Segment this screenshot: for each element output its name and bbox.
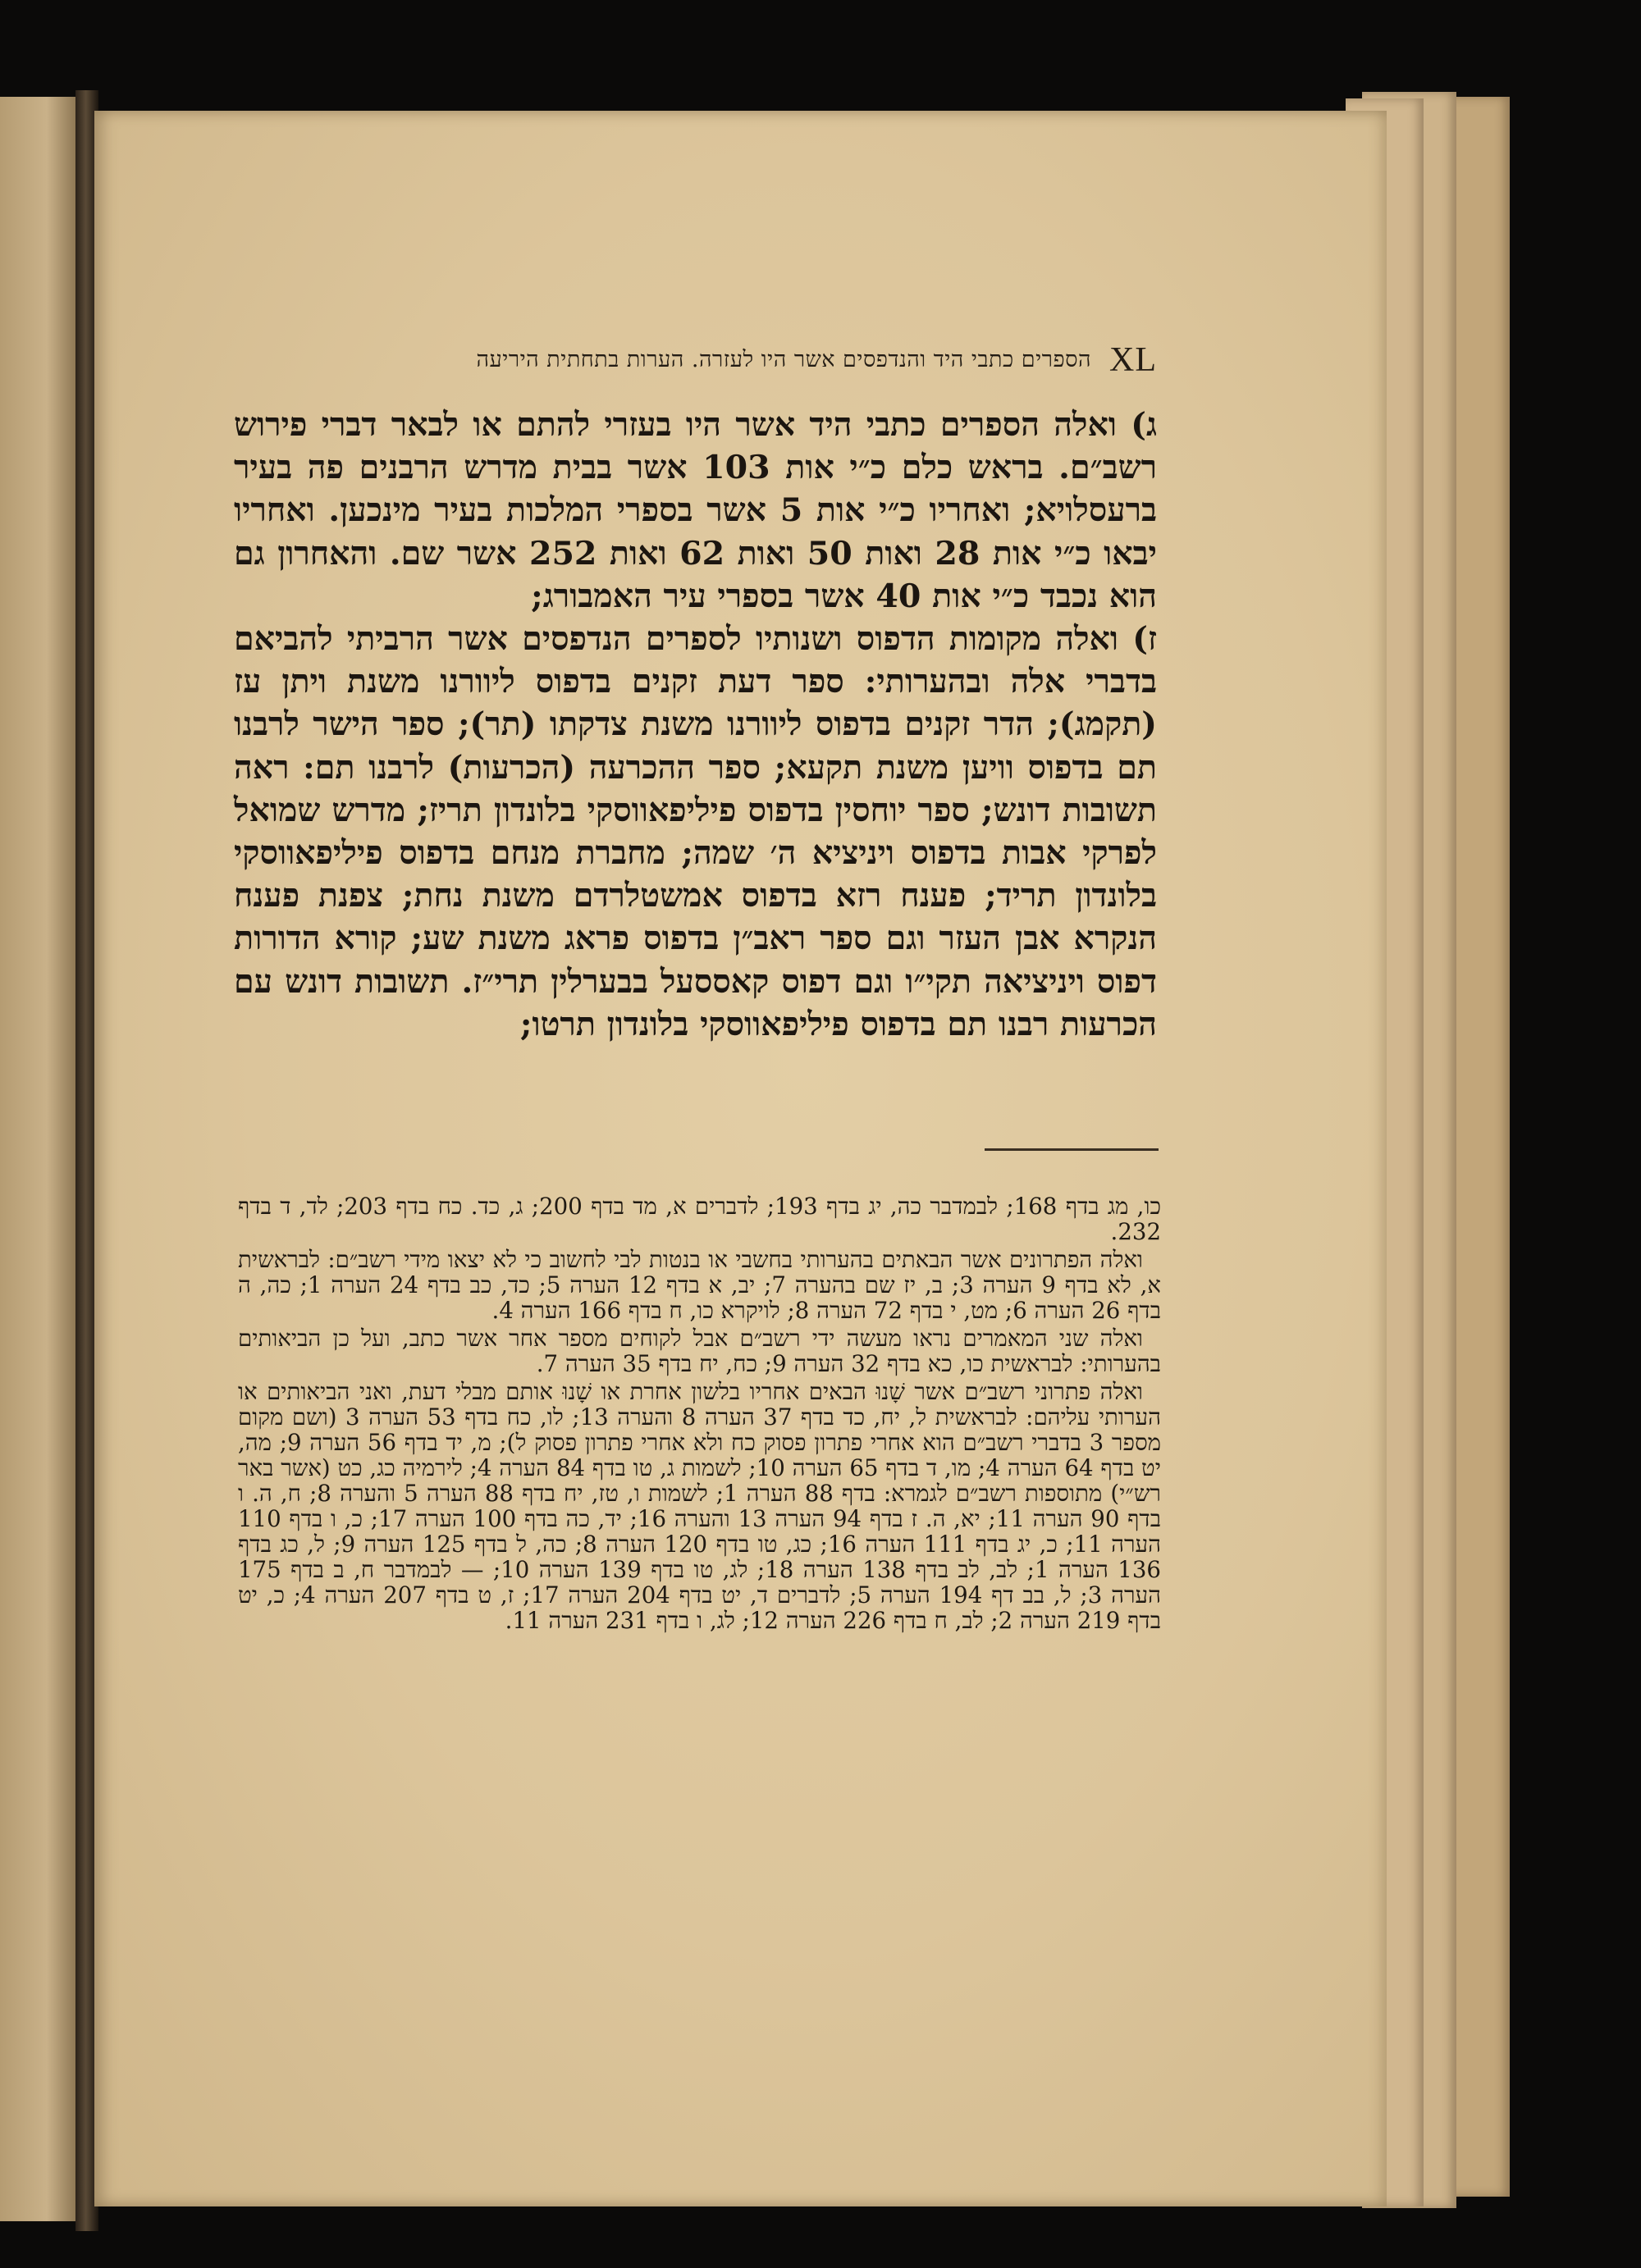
footnote-rule (985, 1148, 1159, 1151)
main-text (234, 404, 1157, 1046)
footnote: ואלה שני המאמרים נראו מעשה ידי רשב״ם אבל לקוחים מספר אחר אשר כתב, ועל כן הביאותים בהערותי: לבראשית כו, כא בדף 32 הערה 9; כח, יח בדף 35 הערה 7. (238, 1325, 1161, 1377)
footnotes (238, 1193, 1161, 1636)
page-header (291, 340, 1157, 381)
left-page-edge (0, 97, 78, 2221)
footnote: ואלה פתרוני רשב״ם אשר שָׁנוּ הבאים אחריו בלשון אחרת או שָׁנוּ אותם מבלי דעת, ואני הביאותים או הערותי עליהם: לבראשית ל, יח, כד בדף 37 הערה 8 והערה 13; לו, כח בדף 53 הערה 3 (ושם מקום מספר 3 בדברי רשב״ם הוא אחרי פתרון פסוק כח ולא אחרי פתרון פסוק ל); מ, יד בדף 56 הערה 9; מה, יט בדף 64 הערה 4; מו, ד בדף 65 הערה 10; לשמות ג, טו בדף 84 הערה 4; לירמיה כג, כט (אשר באר רש״י) מתוספות רשב״ם לגמרא: בדף 88 הערה 1; לשמות ו, טז, יח בדף 88 הערה 5 והערה 8; ח, ה. ו בדף 90 הערה 11; יא, ה. ז בדף 94 הערה 13 והערה 16; יד, כה בדף 100 הערה 17; כ, ו בדף 110 הערה 11; כ, יג בדף 111 הערה 16; כג, טו בדף 120 הערה 8; כה, ל בדף 125 הערה 9; ל, כג בדף 136 הערה 1; לב, לב בדף 138 הערה 18; לג, טו בדף 139 הערה 10; — לבמדבר ח, ב בדף 175 הערה 3; ל, בב דף 194 הערה 5; לדברים ד, יט בדף 204 הערה 17; ז, ט בדף 207 הערה 4; כ, יט בדף 219 הערה 2; לב, ח בדף 226 הערה 12; לג, ו בדף 231 הערה 11. (238, 1378, 1161, 1634)
running-title: הספרים כתבי היד והנדפסים אשר היו לעזרה. הערות בתחתית היריעה (476, 347, 1091, 372)
paragraph-printed-editions: ז) ואלה מקומות הדפוס ושנותיו לספרים הנדפסים אשר הרביתי להביאם בדברי אלה ובהערותי: ספר דעת זקנים בדפוס ליוורנו משנת ויתן עז (תקמג); הדר זקנים בדפוס ליוורנו משנת צדקתו (תר); ספר הישר לרבנו תם בדפוס וויען משנת תקעא; ספר ההכרעה (הכרעות) לרבנו תם: ראה תשובות דונש; ספר יוחסין בדפוס פיליפאווסקי בלונדון תריז; מדרש שמואל לפרקי אבות בדפוס ויניציא ה׳ שמה; מחברת מנחם בדפוס פיליפאווסקי בלונדון תריד; פענח רזא בדפוס אמשטלרדם משנת נחת; צפנת פענח הנקרא אבן העזר וגם ספר ראב״ן בדפוס פראג משנת שע; קורא הדורות דפוס ויניציאה תקי״ו וגם דפוס קאססעל בבערלין תרי״ז. תשובות דונש עם הכרעות רבנו תם בדפוס פיליפאווסקי בלונדון תרטו; (234, 620, 1157, 1043)
footnote: כו, מג בדף 168; לבמדבר כה, יג בדף 193; לדברים א, מד בדף 200; ג, כד. כח בדף 203; לד, ד בדף 232. (238, 1193, 1161, 1245)
footnote: ואלה הפתרונים אשר הבאתים בהערותי בחשבי או בנטות לבי לחשוב כי לא יצאו מידי רשב״ם: לבראשית א, לא בדף 9 הערה 3; ב, יז שם בהערה 7; יב, א בדף 12 הערה 5; כד, כב בדף 24 הערה 1; כה, ה בדף 26 הערה 6; מט, י בדף 72 הערה 8; לויקרא כו, ח בדף 166 הערה 4. (238, 1246, 1161, 1324)
page-number: XL (1109, 341, 1157, 379)
paragraph-manuscripts: ג) ואלה הספרים כתבי היד אשר היו בעזרי להתם או לבאר דברי פירוש רשב״ם. בראש כלם כ״י אות 103 אשר בבית מדרש הרבנים פה בעיר ברעסלויא; ואחריו כ״י אות 5 אשר בספרי המלכות בעיר מינכען. ואחריו יבאו כ״י אות 28 ואות 50 ואות 62 ואות 252 אשר שם. והאחרון גם הוא נכבד כ״י אות 40 אשר בספרי עיר האמבורג; (234, 406, 1158, 615)
